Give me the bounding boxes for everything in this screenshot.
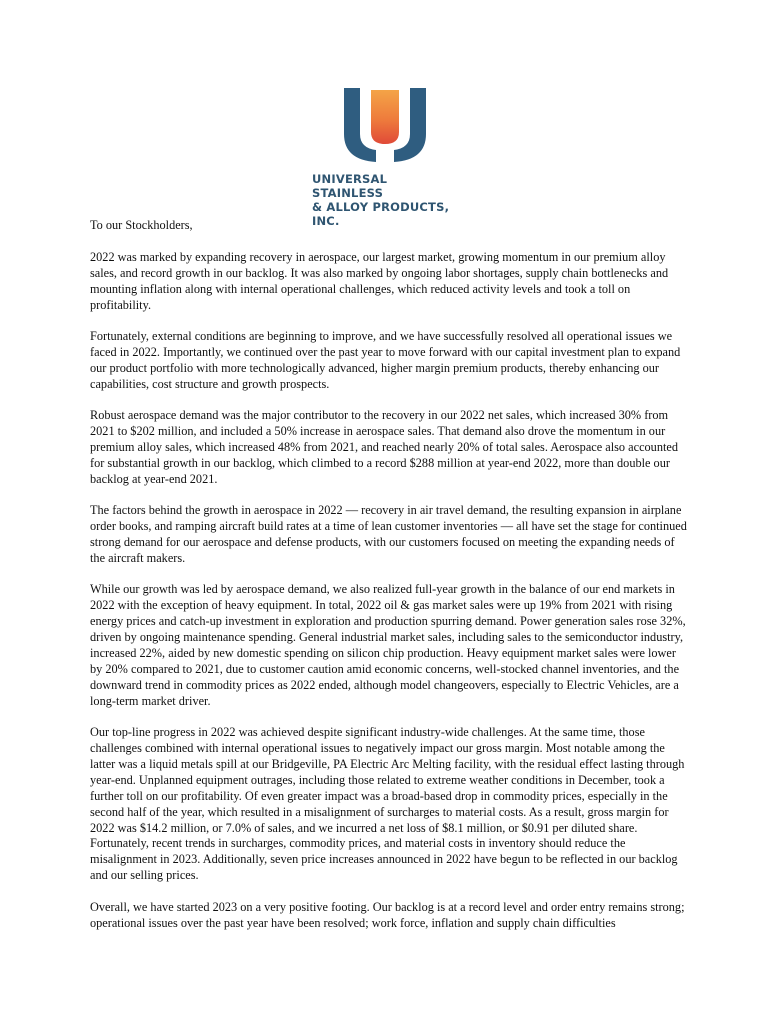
company-logo bbox=[0, 84, 770, 228]
company-name-line-1: UNIVERSAL STAINLESS bbox=[312, 172, 388, 200]
paragraph: The factors behind the growth in aerospace in 2022 — recovery in air travel demand, the resulting expansion in airplane order books, and ramping aircraft build rates at a time of lean customer inventories — all have set the stage for continued strong demand for our aerospace and defense products, with our customers focused on meeting the expanding needs of the aircraft makers. bbox=[90, 503, 687, 565]
paragraph: 2022 was marked by expanding recovery in aerospace, our largest market, growing momentum in our premium alloy sales, and record growth in our backlog. It was also marked by ongoing labor shortages, supply chain bottlenecks and mounting inflation along with internal operational challenges, which reduced activity levels and took a toll on profitability. bbox=[90, 249, 669, 312]
paragraph: Fortunately, external conditions are beginning to improve, and we have successfully resolved all operational issues we faced in 2022. Importantly, we continued over the past year to move forward with our capital investment plan to expand our product portfolio with more technologically advanced, higher margin premium products, thereby enhancing our capabilities, cost structure and growth prospects. bbox=[90, 329, 681, 391]
paragraph: Our top-line progress in 2022 was achieved despite significant industry-wide challenges. At the same time, those challenges combined with internal operational issues to negatively impact our gross margin. Most notable among the latter was a liquid metals spill at our Bridgeville, PA Electric Arc Melting facility, with the residual effect lasting through year-end. Unplanned equipment outrages, including those related to extreme weather conditions in December, took a further toll on our profitability. Of even greater impact was a broad-based drop in commodity prices, especially in the second half of the year, which resulted in a misalignment of surcharges to material costs. As a result, gross margin for 2022 was $14.2 million, or 7.0% of sales, and we incurred a net loss of $8.1 million, or $0.91 per diluted share. Fortunately, recent trends in surcharges, commodity prices, and material costs in inventory should reduce the misalignment in 2023. Additionally, seven price increases announced in 2022 have begun to be reflected in our backlog and our selling prices. bbox=[90, 725, 685, 883]
paragraph: Robust aerospace demand was the major contributor to the recovery in our 2022 net sales, which increased 30% from 2021 to $202 million, and included a 50% increase in aerospace sales. That demand also drove the momentum in our premium alloy sales, which increased 48% from 2021, and reached nearly 20% of total sales. Aerospace also accounted for substantial growth in our backlog, which climbed to a record $288 million at year-end 2022, more than double our backlog at year-end 2021. bbox=[90, 408, 678, 486]
company-logo-mark-icon bbox=[338, 84, 432, 164]
paragraph: Overall, we have started 2023 on a very positive footing. Our backlog is at a record level and order entry remains strong; operational issues over the past year have been resolved; work force, inflation and supply chain difficulties bbox=[90, 899, 685, 930]
salutation: To our Stockholders, bbox=[90, 218, 193, 232]
paragraph: While our growth was led by aerospace demand, we also realized full-year growth in the balance of our end markets in 2022 with the exception of heavy equipment. In total, 2022 oil & gas market sales were up 19% from 2021 with rising energy prices and catch-up investment in exploration and production spurring demand. Power generation sales rose 32%, driven by ongoing maintenance spending. General industrial market sales, including sales to the semiconductor industry, increased 22%, aided by new domestic spending on silicon chip production. Heavy equipment market sales were lower by 20% compared to 2021, due to customer caution amid economic concerns, well-stocked channel inventories, and the downward trend in commodity prices as 2022 ended, although model changeovers, especially to Electric Vehicles, are a long-term market driver. bbox=[90, 582, 686, 708]
company-name-line-2: & ALLOY PRODUCTS, INC. bbox=[312, 200, 450, 228]
letter-body bbox=[90, 218, 690, 947]
